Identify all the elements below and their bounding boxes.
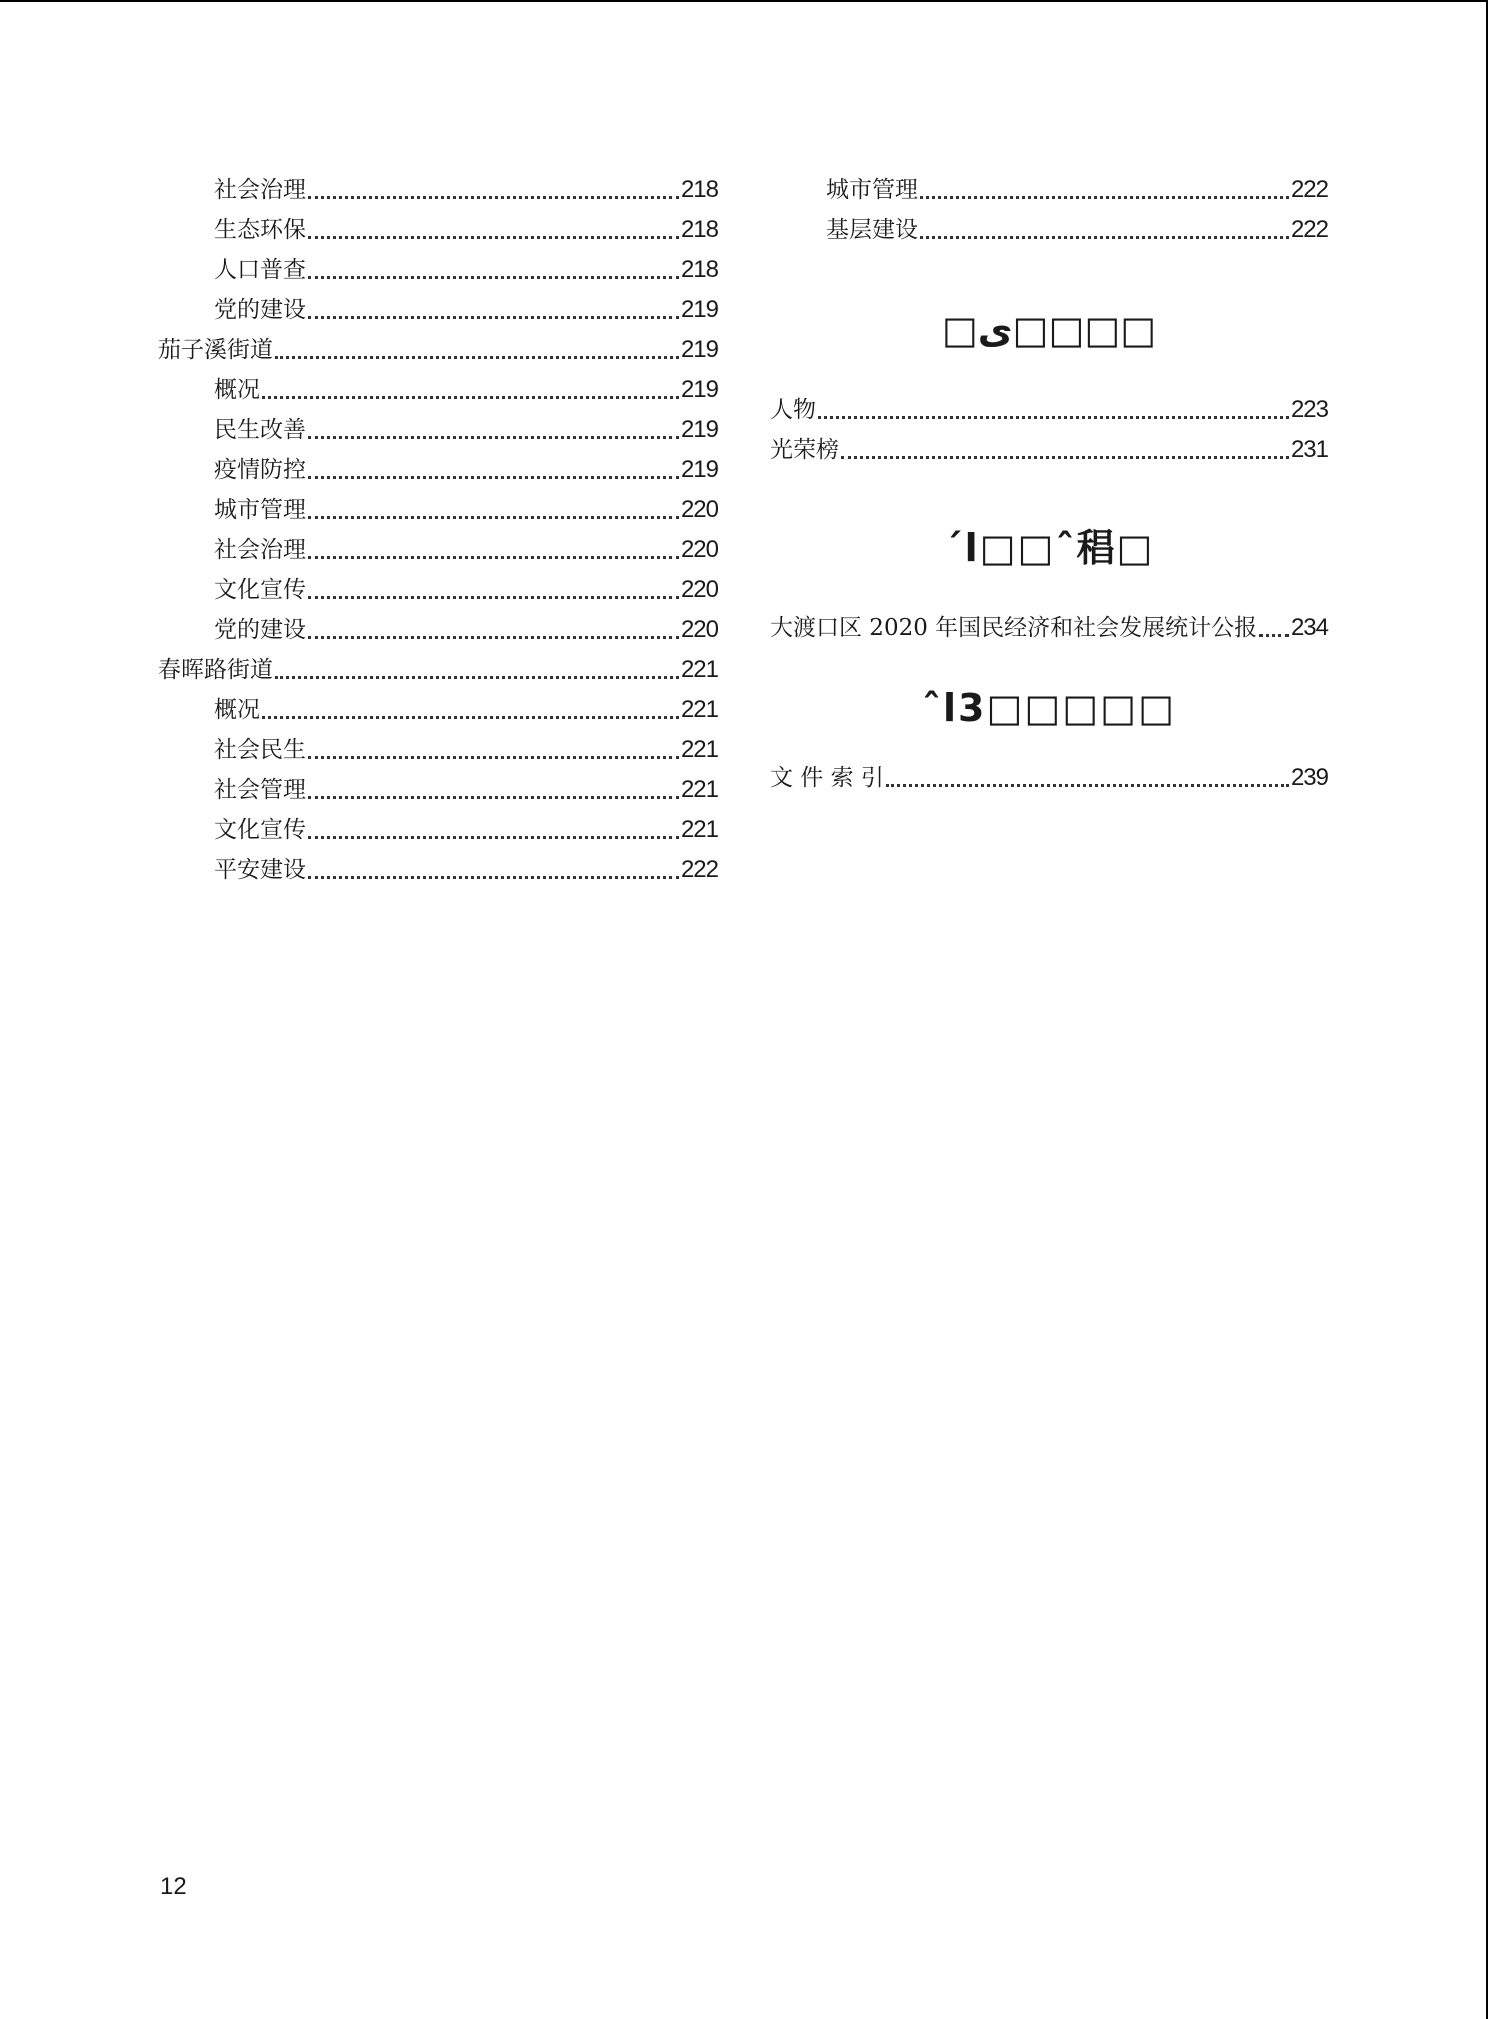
dot-leader: [275, 676, 679, 679]
dot-leader: [818, 416, 1289, 419]
toc-entry[interactable]: [158, 250, 718, 290]
toc-entry[interactable]: [158, 530, 718, 570]
entry-page: 219: [680, 296, 718, 323]
dot-leader: [1259, 634, 1289, 637]
entry-page: 221: [680, 656, 718, 683]
entry-label: 社会民生: [214, 737, 306, 763]
entry-label: 社会治理: [214, 537, 306, 563]
toc-entry[interactable]: [158, 370, 718, 410]
dot-leader: [308, 796, 679, 799]
toc-entry[interactable]: [158, 850, 718, 890]
dot-leader: [308, 276, 679, 279]
entry-label: 生态环保: [214, 217, 306, 243]
dot-leader: [308, 836, 679, 839]
toc-entry[interactable]: [158, 570, 718, 610]
dot-leader: [308, 556, 679, 559]
entry-page: 219: [680, 336, 718, 363]
toc-entry[interactable]: [158, 450, 718, 490]
entry-page: 221: [680, 696, 718, 723]
entry-label: 基层建设: [826, 217, 918, 243]
toc-entry[interactable]: [158, 170, 718, 210]
entry-label: 疫情防控: [214, 457, 306, 483]
dot-leader: [308, 516, 679, 519]
entry-label: 茄子溪街道: [158, 337, 273, 363]
entry-page: 223: [1290, 396, 1328, 423]
toc-entry[interactable]: [158, 610, 718, 650]
entry-page: 222: [1290, 176, 1328, 203]
dot-leader: [308, 476, 679, 479]
toc-entry[interactable]: [158, 410, 718, 450]
entry-label: 人口普查: [214, 257, 306, 283]
entry-label: 城市管理: [214, 497, 306, 523]
entry-label: 平安建设: [214, 857, 306, 883]
entry-page: 220: [680, 496, 718, 523]
entry-page: 221: [680, 776, 718, 803]
entry-page: 222: [1290, 216, 1328, 243]
dot-leader: [308, 756, 679, 759]
section-heading-index: ˆl3□□□□□: [922, 686, 1176, 730]
dot-leader: [841, 456, 1289, 459]
entry-page: 219: [680, 456, 718, 483]
entry-page: 231: [1290, 436, 1328, 463]
dot-leader: [262, 396, 679, 399]
entry-page: 218: [680, 216, 718, 243]
dot-leader: [920, 236, 1289, 239]
entry-label: 党的建设: [214, 297, 306, 323]
entry-label: 概况: [214, 697, 260, 723]
toc-entry[interactable]: [770, 170, 1328, 210]
toc-entry[interactable]: [158, 730, 718, 770]
dot-leader: [262, 716, 679, 719]
toc-entry[interactable]: [770, 210, 1328, 250]
dot-leader: [308, 596, 679, 599]
entry-label: 概况: [214, 377, 260, 403]
entry-page: 221: [680, 816, 718, 843]
toc-right-column: [770, 170, 1328, 798]
entry-page: 219: [680, 416, 718, 443]
toc-entry[interactable]: [158, 210, 718, 250]
page-number: 12: [160, 1873, 187, 1900]
dot-leader: [308, 316, 679, 319]
entry-label: 党的建设: [214, 617, 306, 643]
toc-left-column: [158, 170, 718, 890]
toc-entry[interactable]: [158, 490, 718, 530]
dot-leader: [308, 636, 679, 639]
entry-label: 社会管理: [214, 777, 306, 803]
entry-label: 城市管理: [826, 177, 918, 203]
entry-label: 春晖路街道: [158, 657, 273, 683]
entry-page: 218: [680, 256, 718, 283]
dot-leader: [308, 436, 679, 439]
toc-entry[interactable]: [158, 770, 718, 810]
entry-page: 218: [680, 176, 718, 203]
dot-leader: [308, 876, 679, 879]
entry-page: 239: [1290, 764, 1328, 791]
dot-leader: [920, 196, 1289, 199]
entry-page: 222: [680, 856, 718, 883]
entry-page: 220: [680, 576, 718, 603]
entry-label: 光荣榜: [770, 437, 839, 463]
entry-label: 民生改善: [214, 417, 306, 443]
entry-label: 文化宣传: [214, 817, 306, 843]
entry-label: 文 件 索 引: [770, 765, 884, 791]
dot-leader: [308, 236, 679, 239]
entry-page: 221: [680, 736, 718, 763]
toc-entry[interactable]: [158, 290, 718, 330]
entry-page: 220: [680, 616, 718, 643]
toc-entry-subdistrict[interactable]: [158, 330, 718, 370]
toc-entry[interactable]: [770, 430, 1328, 470]
entry-label: 大渡口区 2020 年国民经济和社会发展统计公报: [770, 615, 1258, 641]
toc-entry[interactable]: [770, 608, 1328, 648]
top-border: [0, 0, 1488, 2]
entry-page: 234: [1290, 614, 1328, 641]
toc-entry[interactable]: [158, 690, 718, 730]
entry-page: 220: [680, 536, 718, 563]
toc-entry[interactable]: [158, 810, 718, 850]
dot-leader: [886, 784, 1289, 787]
entry-label: 文化宣传: [214, 577, 306, 603]
dot-leader: [275, 356, 679, 359]
toc-entry-subdistrict[interactable]: [158, 650, 718, 690]
section-heading-people: □ی□□□□: [941, 308, 1157, 352]
entry-label: 人物: [770, 397, 816, 423]
entry-label: 社会治理: [214, 177, 306, 203]
dot-leader: [308, 196, 679, 199]
entry-page: 219: [680, 376, 718, 403]
section-heading-statistics: ´l□□ˆ䅛□: [943, 526, 1155, 570]
toc-entry[interactable]: [770, 758, 1328, 798]
toc-entry[interactable]: [770, 390, 1328, 430]
